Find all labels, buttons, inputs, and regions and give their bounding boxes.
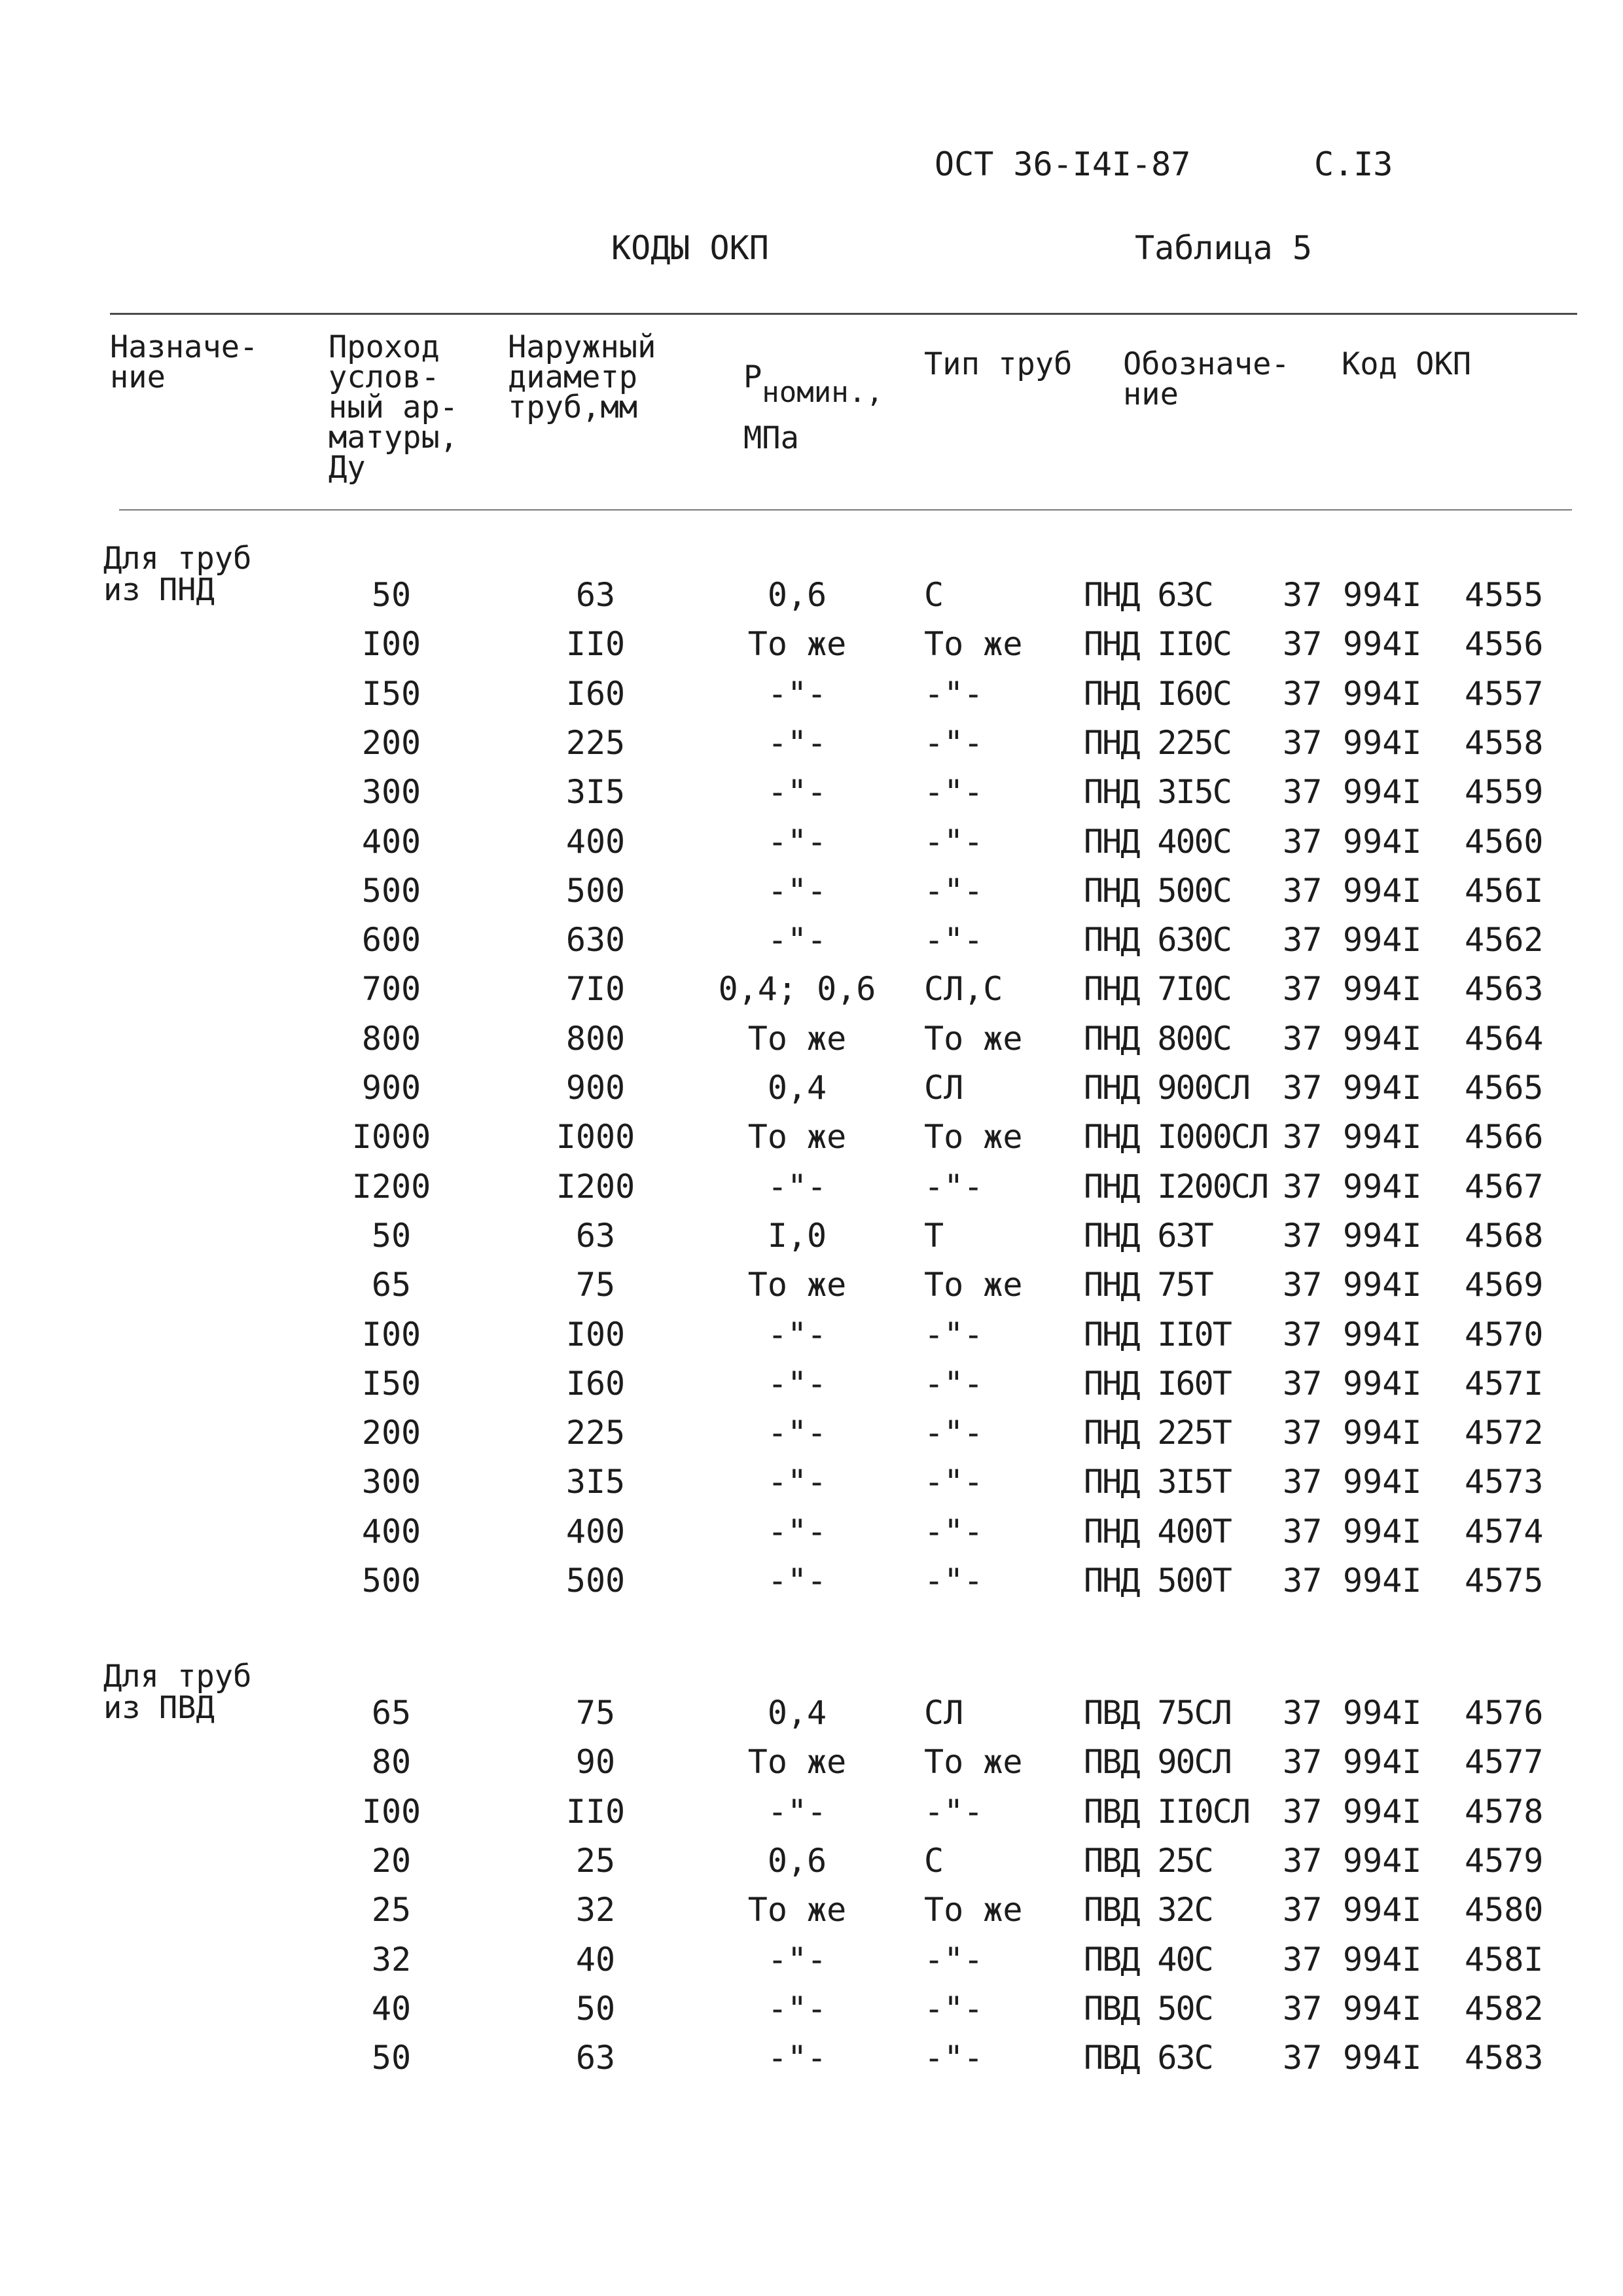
pressure-cell: 0,6 [767,576,827,614]
outer-diameter-cell: I60 [565,1365,626,1403]
pipe-type-cell: -"- [924,1414,984,1452]
nominal-bore-cell: 50 [371,576,412,614]
pressure-cell: -"- [767,724,827,762]
okp-code-part3-cell: 457I [1465,1365,1544,1403]
okp-code-part2-cell: 994I [1343,1168,1422,1206]
pressure-cell: То же [747,1020,847,1058]
pipe-type-cell: -"- [924,773,984,811]
pressure-cell: -"- [767,1414,827,1452]
table-row [0,1842,1623,1892]
outer-diameter-cell: 225 [565,724,626,762]
designation-cell: ПНД 225Т [1084,1414,1231,1452]
okp-code-part3-cell: 456I [1465,872,1544,910]
designation-cell: ПНД 63Т [1084,1217,1213,1255]
outer-diameter-cell: 75 [575,1694,616,1732]
okp-code-part2-cell: 994I [1343,1020,1422,1058]
table-row [0,1513,1623,1562]
designation-cell: ПНД II0Т [1084,1316,1231,1354]
nominal-bore-cell: I000 [351,1118,431,1156]
nominal-bore-cell: 500 [361,1562,421,1600]
nominal-bore-cell: 80 [371,1743,412,1781]
pressure-cell: То же [747,1118,847,1156]
page-title: КОДЫ ОКП [611,229,769,267]
okp-code-part1-cell: 37 [1283,576,1323,614]
group-label-pvd: Для труб из ПВД [103,1659,252,1726]
table-row [0,1217,1623,1266]
group-label-pnd: Для труб из ПНД [103,541,252,608]
okp-code-part3-cell: 4575 [1465,1562,1544,1600]
outer-diameter-cell: 63 [575,1217,616,1255]
okp-code-part3-cell: 4563 [1465,970,1544,1008]
outer-diameter-cell: 800 [565,1020,626,1058]
okp-code-part1-cell: 37 [1283,1217,1323,1255]
okp-code-part2-cell: 994I [1343,1891,1422,1929]
okp-code-part1-cell: 37 [1283,1941,1323,1979]
okp-code-part1-cell: 37 [1283,1069,1323,1107]
nominal-bore-cell: I00 [361,1316,421,1354]
pressure-cell: -"- [767,921,827,959]
table-row [0,2039,1623,2089]
table-row [0,872,1623,922]
okp-code-part2-cell: 994I [1343,1463,1422,1501]
table-row [0,1168,1623,1217]
okp-code-part3-cell: 458I [1465,1941,1544,1979]
outer-diameter-cell: II0 [565,625,626,663]
okp-code-part2-cell: 994I [1343,773,1422,811]
pipe-type-cell: -"- [924,1168,984,1206]
pressure-cell: То же [747,1743,847,1781]
okp-code-part1-cell: 37 [1283,1513,1323,1551]
column-header-outer-diameter: Наружный диаметр труб,мм [508,329,656,425]
okp-code-part2-cell: 994I [1343,823,1422,861]
okp-code-part2-cell: 994I [1343,1743,1422,1781]
designation-cell: ПНД 75Т [1084,1266,1213,1304]
outer-diameter-cell: 25 [575,1842,616,1880]
designation-cell: ПНД 630С [1084,921,1231,959]
okp-code-part2-cell: 994I [1343,1266,1422,1304]
column-header-nominal-bore: Проход услов- ный ар- матуры, Ду [329,329,459,486]
okp-code-part3-cell: 4565 [1465,1069,1544,1107]
outer-diameter-cell: 500 [565,1562,626,1600]
pipe-type-cell: То же [924,1118,1023,1156]
pipe-type-cell: -"- [924,872,984,910]
designation-cell: ПНД II0С [1084,625,1231,663]
nominal-bore-cell: I50 [361,1365,421,1403]
pressure-cell: -"- [767,773,827,811]
table-row [0,970,1623,1020]
nominal-bore-cell: 200 [361,1414,421,1452]
okp-code-part3-cell: 4582 [1465,1990,1544,2028]
nominal-bore-cell: 65 [371,1266,412,1304]
table-row [0,1463,1623,1513]
pipe-type-cell: -"- [924,1793,984,1831]
nominal-bore-cell: 32 [371,1941,412,1979]
designation-cell: ПВД 40С [1084,1941,1213,1979]
pressure-cell: 0,4 [767,1069,827,1107]
column-header-pressure [743,332,883,484]
nominal-bore-cell: 200 [361,724,421,762]
okp-code-part2-cell: 994I [1343,625,1422,663]
nominal-bore-cell: 300 [361,773,421,811]
okp-code-part1-cell: 37 [1283,625,1323,663]
designation-cell: ПВД 90СЛ [1084,1743,1231,1781]
table-row [0,1743,1623,1793]
nominal-bore-cell: 20 [371,1842,412,1880]
okp-code-part1-cell: 37 [1283,970,1323,1008]
designation-cell: ПНД 3I5Т [1084,1463,1231,1501]
pressure-cell: -"- [767,872,827,910]
pipe-type-cell: То же [924,1743,1023,1781]
column-header-designation: Обозначе- ние [1123,346,1290,412]
pressure-cell: То же [747,1891,847,1929]
okp-code-part2-cell: 994I [1343,1990,1422,2028]
table-row [0,1941,1623,1990]
okp-code-part1-cell: 37 [1283,1168,1323,1206]
pressure-cell: -"- [767,823,827,861]
designation-cell: ПНД 500С [1084,872,1231,910]
table-row [0,724,1623,774]
okp-code-part2-cell: 994I [1343,872,1422,910]
okp-code-part1-cell: 37 [1283,675,1323,713]
pipe-type-cell: -"- [924,1513,984,1551]
okp-code-part2-cell: 994I [1343,1414,1422,1452]
outer-diameter-cell: 63 [575,576,616,614]
pipe-type-cell: -"- [924,1990,984,2028]
pressure-cell: То же [747,625,847,663]
okp-code-part2-cell: 994I [1343,2039,1422,2077]
table-row [0,921,1623,971]
nominal-bore-cell: 50 [371,1217,412,1255]
nominal-bore-cell: 400 [361,823,421,861]
nominal-bore-cell: 300 [361,1463,421,1501]
pressure-unit: МПа [743,420,799,456]
table-row [0,1793,1623,1842]
pressure-cell: -"- [767,1941,827,1979]
pipe-type-cell: -"- [924,1316,984,1354]
designation-cell: ПНД 400С [1084,823,1231,861]
table-row [0,625,1623,675]
outer-diameter-cell: 7I0 [565,970,626,1008]
pipe-type-cell: СЛ,С [924,970,1003,1008]
designation-cell: ПНД 500Т [1084,1562,1231,1600]
pipe-type-cell: Т [924,1217,944,1255]
outer-diameter-cell: 50 [575,1990,616,2028]
pipe-type-cell: С [924,576,944,614]
okp-code-part2-cell: 994I [1343,1118,1422,1156]
nominal-bore-cell: 800 [361,1020,421,1058]
outer-diameter-cell: 630 [565,921,626,959]
okp-code-part1-cell: 37 [1283,1316,1323,1354]
okp-code-part1-cell: 37 [1283,1990,1323,2028]
okp-code-part2-cell: 994I [1343,1562,1422,1600]
okp-code-part3-cell: 4569 [1465,1266,1544,1304]
pressure-cell: 0,6 [767,1842,827,1880]
nominal-bore-cell: I00 [361,625,421,663]
nominal-bore-cell: 40 [371,1990,412,2028]
pressure-symbol: P [743,359,762,395]
outer-diameter-cell: 3I5 [565,1463,626,1501]
pipe-type-cell: -"- [924,675,984,713]
okp-code-part1-cell: 37 [1283,724,1323,762]
okp-code-part3-cell: 4578 [1465,1793,1544,1831]
table-label: Таблица 5 [1135,229,1312,267]
okp-code-part2-cell: 994I [1343,1069,1422,1107]
designation-cell: ПВД II0СЛ [1084,1793,1249,1831]
designation-cell: ПНД I60С [1084,675,1231,713]
pressure-cell: -"- [767,1365,827,1403]
pressure-cell: I,0 [767,1217,827,1255]
okp-code-part1-cell: 37 [1283,1414,1323,1452]
designation-cell: ПВД 25С [1084,1842,1213,1880]
okp-code-part2-cell: 994I [1343,724,1422,762]
okp-code-part1-cell: 37 [1283,1020,1323,1058]
designation-cell: ПНД 7I0С [1084,970,1231,1008]
okp-code-part3-cell: 4564 [1465,1020,1544,1058]
table-row [0,1316,1623,1365]
okp-code-part3-cell: 4572 [1465,1414,1544,1452]
designation-cell: ПНД 800С [1084,1020,1231,1058]
okp-code-part3-cell: 4555 [1465,576,1544,614]
pressure-cell: -"- [767,1513,827,1551]
pipe-type-cell: -"- [924,724,984,762]
header-bottom-rule [119,509,1572,511]
okp-code-part3-cell: 4559 [1465,773,1544,811]
okp-code-part2-cell: 994I [1343,1842,1422,1880]
okp-code-part2-cell: 994I [1343,1694,1422,1732]
outer-diameter-cell: 90 [575,1743,616,1781]
okp-code-part2-cell: 994I [1343,1793,1422,1831]
pipe-type-cell: СЛ [924,1069,964,1107]
outer-diameter-cell: 400 [565,1513,626,1551]
pipe-type-cell: -"- [924,1941,984,1979]
table-row [0,773,1623,823]
okp-code-part3-cell: 4583 [1465,2039,1544,2077]
designation-cell: ПНД 400Т [1084,1513,1231,1551]
okp-code-part3-cell: 4573 [1465,1463,1544,1501]
okp-code-part1-cell: 37 [1283,773,1323,811]
outer-diameter-cell: I000 [556,1118,635,1156]
pipe-type-cell: То же [924,1891,1023,1929]
pressure-cell: -"- [767,1463,827,1501]
nominal-bore-cell: 50 [371,2039,412,2077]
table-row [0,1266,1623,1316]
okp-code-part1-cell: 37 [1283,1842,1323,1880]
designation-cell: ПНД 225С [1084,724,1231,762]
pressure-cell: 0,4 [767,1694,827,1732]
pipe-type-cell: С [924,1842,944,1880]
table-row [0,576,1623,626]
okp-code-part3-cell: 4568 [1465,1217,1544,1255]
okp-code-part1-cell: 37 [1283,921,1323,959]
outer-diameter-cell: 500 [565,872,626,910]
okp-code-part1-cell: 37 [1283,2039,1323,2077]
table-row [0,1891,1623,1941]
table-row [0,1562,1623,1611]
column-header-okp-code: Код ОКП [1342,346,1472,382]
okp-code-part1-cell: 37 [1283,1118,1323,1156]
okp-code-part1-cell: 37 [1283,1266,1323,1304]
nominal-bore-cell: I200 [351,1168,431,1206]
outer-diameter-cell: 3I5 [565,773,626,811]
nominal-bore-cell: 25 [371,1891,412,1929]
pressure-cell: 0,4; 0,6 [718,970,876,1008]
okp-code-part1-cell: 37 [1283,1743,1323,1781]
outer-diameter-cell: 63 [575,2039,616,2077]
pressure-cell: -"- [767,1316,827,1354]
outer-diameter-cell: I00 [565,1316,626,1354]
outer-diameter-cell: I200 [556,1168,635,1206]
document-number: ОСТ 36-I4I-87 [935,145,1191,183]
pipe-type-cell: То же [924,1020,1023,1058]
pressure-cell: -"- [767,1562,827,1600]
okp-code-part2-cell: 994I [1343,675,1422,713]
okp-code-part3-cell: 4580 [1465,1891,1544,1929]
okp-code-part3-cell: 4579 [1465,1842,1544,1880]
outer-diameter-cell: II0 [565,1793,626,1831]
column-header-purpose: Назначе- ние [110,329,259,395]
designation-cell: ПНД 900СЛ [1084,1069,1249,1107]
designation-cell: ПНД 63С [1084,576,1213,614]
outer-diameter-cell: 400 [565,823,626,861]
page-number: С.I3 [1314,145,1393,183]
nominal-bore-cell: I00 [361,1793,421,1831]
outer-diameter-cell: I60 [565,675,626,713]
pipe-type-cell: -"- [924,823,984,861]
nominal-bore-cell: 700 [361,970,421,1008]
okp-code-part2-cell: 994I [1343,1513,1422,1551]
table-row [0,823,1623,872]
okp-code-part1-cell: 37 [1283,1694,1323,1732]
okp-code-part3-cell: 4567 [1465,1168,1544,1206]
table-row [0,1414,1623,1463]
okp-code-part1-cell: 37 [1283,872,1323,910]
outer-diameter-cell: 75 [575,1266,616,1304]
table-row [0,675,1623,725]
table-row [0,1694,1623,1744]
table-top-rule [110,313,1577,315]
okp-code-part1-cell: 37 [1283,1365,1323,1403]
outer-diameter-cell: 32 [575,1891,616,1929]
pipe-type-cell: -"- [924,1562,984,1600]
okp-code-part3-cell: 4570 [1465,1316,1544,1354]
designation-cell: ПНД I200СЛ [1084,1168,1268,1206]
pipe-type-cell: То же [924,625,1023,663]
pipe-type-cell: -"- [924,1463,984,1501]
okp-code-part1-cell: 37 [1283,1562,1323,1600]
okp-code-part2-cell: 994I [1343,1217,1422,1255]
table-row [0,1118,1623,1168]
okp-code-part3-cell: 4576 [1465,1694,1544,1732]
okp-code-part3-cell: 4557 [1465,675,1544,713]
designation-cell: ПВД 50С [1084,1990,1213,2028]
nominal-bore-cell: 600 [361,921,421,959]
pressure-cell: -"- [767,1168,827,1206]
designation-cell: ПНД I60Т [1084,1365,1231,1403]
column-header-pipe-type: Тип труб [924,346,1073,382]
pressure-cell: -"- [767,675,827,713]
nominal-bore-cell: 400 [361,1513,421,1551]
pipe-type-cell: -"- [924,921,984,959]
okp-code-part2-cell: 994I [1343,970,1422,1008]
pressure-cell: -"- [767,1793,827,1831]
designation-cell: ПНД I000СЛ [1084,1118,1268,1156]
pressure-cell: -"- [767,1990,827,2028]
pipe-type-cell: СЛ [924,1694,964,1732]
outer-diameter-cell: 225 [565,1414,626,1452]
okp-code-part2-cell: 994I [1343,576,1422,614]
nominal-bore-cell: 500 [361,872,421,910]
okp-code-part2-cell: 994I [1343,1316,1422,1354]
pressure-subscript: номин., [762,376,883,409]
okp-code-part2-cell: 994I [1343,921,1422,959]
okp-code-part3-cell: 4558 [1465,724,1544,762]
nominal-bore-cell: 900 [361,1069,421,1107]
okp-code-part1-cell: 37 [1283,1793,1323,1831]
pressure-cell: То же [747,1266,847,1304]
table-row [0,1365,1623,1414]
okp-code-part3-cell: 4577 [1465,1743,1544,1781]
okp-code-part2-cell: 994I [1343,1365,1422,1403]
designation-cell: ПВД 32С [1084,1891,1213,1929]
okp-code-part3-cell: 4574 [1465,1513,1544,1551]
outer-diameter-cell: 900 [565,1069,626,1107]
okp-code-part1-cell: 37 [1283,823,1323,861]
nominal-bore-cell: 65 [371,1694,412,1732]
table-row [0,1069,1623,1119]
okp-code-part3-cell: 4560 [1465,823,1544,861]
table-row [0,1990,1623,2039]
okp-code-part3-cell: 4556 [1465,625,1544,663]
table-row [0,1020,1623,1069]
okp-code-part1-cell: 37 [1283,1891,1323,1929]
pressure-cell: -"- [767,2039,827,2077]
designation-cell: ПВД 63С [1084,2039,1213,2077]
pipe-type-cell: -"- [924,2039,984,2077]
outer-diameter-cell: 40 [575,1941,616,1979]
pipe-type-cell: То же [924,1266,1023,1304]
okp-code-part3-cell: 4562 [1465,921,1544,959]
okp-code-part2-cell: 994I [1343,1941,1422,1979]
okp-code-part1-cell: 37 [1283,1463,1323,1501]
pipe-type-cell: -"- [924,1365,984,1403]
designation-cell: ПВД 75СЛ [1084,1694,1231,1732]
okp-code-part3-cell: 4566 [1465,1118,1544,1156]
nominal-bore-cell: I50 [361,675,421,713]
designation-cell: ПНД 3I5С [1084,773,1231,811]
